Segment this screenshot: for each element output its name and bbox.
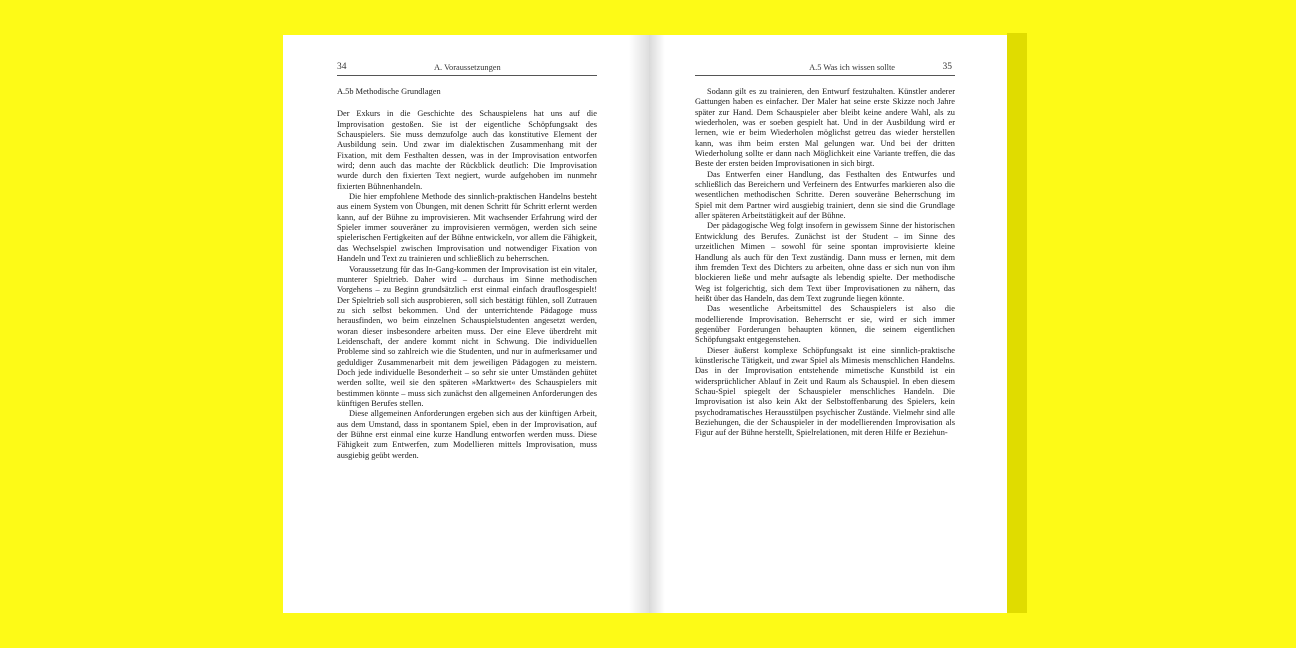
- section-title: A.5b Methodische Grundlagen: [337, 87, 441, 96]
- gutter-shadow-left: [629, 35, 649, 613]
- right-page-header: [695, 62, 955, 76]
- paragraph: Der Exkurs in die Geschichte des Schauspielens hat uns auf die Improvisation gestoßen. Sie ist der eigentliche Schöpfungsakt des Schauspielers. Sie muss demzufolge auch das konstitutive Element der Ausbildung sein. Und zwar im dialektischen Zusammenhang mit der Fixation, mit dem Festhalten dessen, was in der Improvisation entworfen wird; denn auch das machte der Rückblick deutlich: Die Improvisation wurde durch den fixierten Text negiert, wurde aufgehoben im nunmehr fixierten Bühnenhandeln.: [337, 109, 597, 191]
- paragraph: Dieser äußerst komplexe Schöpfungsakt ist eine sinnlich-praktische künstlerische Tätigkeit, und zwar Spiel als Mimesis menschlichen Handelns. Das in der Improvisation entstehende mimetische Kunstbild ist ein widersprüchlicher Ablauf in Zeit und Raum als Schauspiel. In eben diesem Schau-Spiel spiegelt der Schauspieler menschliches Handeln. Die Improvisation ist also kein Akt der Selbstoffenbarung des Spielers, kein psychodramatisches Herausstülpen psychischer Zustände. Vielmehr sind alle Beziehungen, die der Schauspieler in der modellierenden Improvisation als Figur auf der Bühne herstellt, Spielrelationen, mit deren Hilfe er Beziehun-: [695, 345, 955, 438]
- left-page-body: [337, 87, 597, 461]
- paragraph: Das Entwerfen einer Handlung, das Festhalten des Entwurfes und schließlich das Bereichern und Verfeinern des Entwurfes markieren also die wesentlichen methodischen Schritte. Deren souveräne Beherrschung im Spiel mit dem Partner wird ausgiebig trainiert, denn sie sind die Grundlage aller späteren Arbeitstätigkeit auf der Bühne.: [695, 169, 955, 221]
- right-page: [649, 35, 1007, 613]
- page-number: 35: [942, 62, 952, 72]
- gutter-shadow-right: [649, 35, 665, 613]
- left-page: [283, 35, 649, 613]
- page-number: 34: [337, 62, 347, 72]
- paragraph: Das wesentliche Arbeitsmittel des Schauspielers ist also die modellierende Improvisation. Beherrscht er sie, wird er sich immer gegenüber Forderungen behaupten können, die seinem eigentlichen Schöpfungsakt entgegenstehen.: [695, 304, 955, 345]
- running-head: A. Voraussetzungen: [434, 63, 501, 72]
- paragraph: Voraussetzung für das In-Gang-kommen der Improvisation ist ein vitaler, munterer Spieltrieb. Daher wird – durchaus im Sinne methodischen Vorgehens – zu Beginn grundsätzlich erst einmal einfach drauflosgespielt! Der Spieltrieb soll sich ausprobieren, soll sich bestätigt fühlen, soll Zutrauen zu sich selbst bekommen. Und der unterrichtende Pädagoge muss herausfinden, wo beim einzelnen Schauspielstudenten angesetzt werden, woran dieser insbesondere arbeiten muss. Der eine Eleve überdreht mit Leidenschaft, der andere kommt nicht in Schwung. Die individuellen Probleme sind so zahlreich wie die Studenten, und nur in aufmerksamer und geduldiger Zusammenarbeit mit dem jeweiligen Pädagogen zu meistern. Doch jede individuelle Besonderheit – so sehr sie unter Umständen gehütet werden sollte, weil sie den späteren »Marktwert« des Schauspielers mit bestimmen könnte – muss sich zunächst den allgemeinen Anforderungen des künftigen Berufes stellen.: [337, 264, 597, 408]
- book-spread: [283, 35, 1025, 613]
- paragraph: Der pädagogische Weg folgt insofern in gewissem Sinne der historischen Entwicklung des Berufes. Zunächst ist der Student – im Sinne des urzeitlichen Mimen – sowohl für seine spontan improvisierte kleine Handlung als auch für den Text zuständig. Dann muss er lernen, mit dem ihm fremden Text des Dichters zu arbeiten, ohne dass er sich nun von ihm blockieren ließe und mehr aufsagte als lebendig spielte. Der methodische Weg ist folgerichtig, sich dem Text über Improvisationen zu nähern, das heißt über das Handeln, das dem Text zugrunde liegen könnte.: [695, 221, 955, 303]
- paragraph: Diese allgemeinen Anforderungen ergeben sich aus der künftigen Arbeit, aus dem Umstand, dass in spontanem Spiel, eben in der Improvisation, auf der Bühne erst einmal eine kurze Handlung entworfen werden muss. Diese Fähigkeit zum Entwerfen, zum Modellieren mittels Improvisation, muss ausgiebig geübt werden.: [337, 409, 597, 460]
- running-head: A.5 Was ich wissen sollte: [809, 63, 895, 72]
- left-page-header: [337, 62, 597, 76]
- paragraph: Sodann gilt es zu trainieren, den Entwurf festzuhalten. Künstler anderer Gattungen haben es einfacher. Der Maler hat seine erste Skizze noch Jahre später zur Hand. Dem Schauspieler aber bleibt keine andere Wahl, als zu wiederholen, was er soeben gespielt hat. Und in der Ausbildung wird er lernen, wie er beim Wiederholen möglichst getreu das wieder herstellen kann, was ihm beim ersten Mal gelungen war. Und bei der dritten Wiederholung sollte er dann nach Möglichkeit eine Variante treffen, die das Beste der ersten beiden Improvisationen in sich birgt.: [695, 87, 955, 169]
- right-page-body: [695, 87, 955, 439]
- paragraph: Die hier empfohlene Methode des sinnlich-praktischen Handelns besteht aus einem System von Übungen, mit denen Schritt für Schritt erlernt werden kann, auf der Bühne zu improvisieren. Mit wachsender Erfahrung wird der Spieler immer souveräner zu improvisieren vermögen, werden sich seine spielerischen Fertigkeiten auf der Bühne entwickeln, vor allem die Fähigkeit, das Wechselspiel zwischen Improvisation und notwendiger Fixation von Handeln und Text zu trainieren und schließlich zu beherrschen.: [337, 192, 597, 264]
